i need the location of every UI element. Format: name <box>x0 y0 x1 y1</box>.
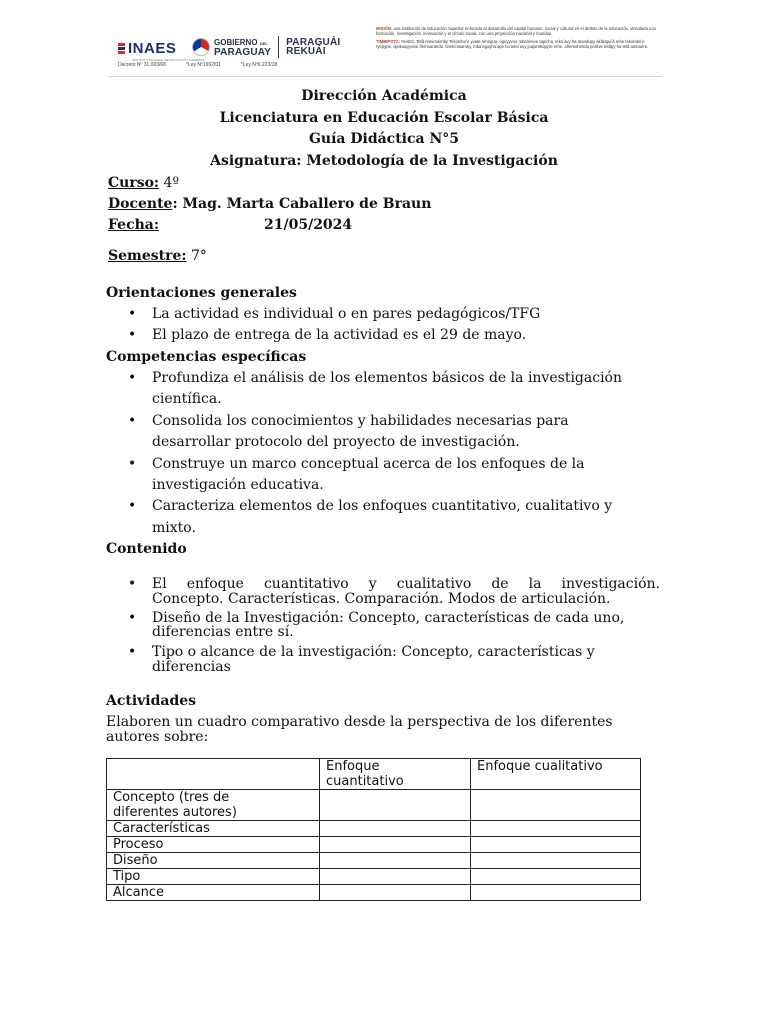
competencia-2-line-2: desarrollar protocolo del proyecto de investigación. <box>152 434 520 450</box>
timbipota-text: INAES, Tetã remimoimby Tekomboʼe yvate rehegua, oguyyvoo mbareteve tapicha, tekoʼavy ha arandupy akãrapuʼã rehe tekomboʼe ryepype, ojeikuapyvive ñemoarandu, tembiʼasaroky, mbaʼeguyhuʼape ha tekoʼavy joajurekopyre rehe, oñemohenda porãve tetãpy ha tetã ambuére. <box>376 39 649 49</box>
bullet-icon: • <box>128 576 137 592</box>
bullet-icon: • <box>128 327 137 343</box>
docente-value: : Mag. Marta Caballero de Braun <box>172 196 432 212</box>
gobierno-line1: GOBIERNO <box>214 37 258 47</box>
contenido-3-line-1: Tipo o alcance de la investigación: Concepto, características y <box>152 644 595 660</box>
competencia-2-line-1: Consolida los conocimientos y habilidades necesarias para <box>152 413 569 429</box>
actividades-title: Actividades <box>106 693 197 709</box>
table-row <box>107 869 641 885</box>
semestre-value: 7° <box>191 248 207 264</box>
table-cell: Concepto (tres de diferentes autores) <box>107 790 320 821</box>
gobierno-line2: PARAGUAY <box>214 46 272 58</box>
table-cell <box>320 869 471 885</box>
contenido-3-line-2: diferencias <box>152 659 231 675</box>
contenido-2-line-2: diferencias entre sí. <box>152 624 294 640</box>
table-cell: Características <box>107 821 320 837</box>
contenido-2-line-1: Diseño de la Investigación: Concepto, características de cada uno, <box>152 610 625 626</box>
table-cell <box>471 869 641 885</box>
inaes-subtitle: INSTITUTO NACIONAL DE EDUCACIÓN SUPERIOR <box>132 58 205 62</box>
letterhead <box>108 24 662 77</box>
docente-label: Docente <box>108 196 173 212</box>
bullet-icon: • <box>128 644 137 660</box>
table-row <box>107 790 641 821</box>
competencia-4-line-1: Caracteriza elementos de los enfoques cuantitativo, cualitativo y <box>152 498 613 514</box>
gobierno-emblem-icon <box>192 38 210 56</box>
competencia-1-line-1: Profundiza el análisis de los elementos básicos de la investigación <box>152 370 622 386</box>
table-row <box>107 837 641 853</box>
docente-row <box>108 196 431 212</box>
bullet-icon: • <box>128 306 137 322</box>
mision-box <box>376 26 660 52</box>
competencias-title: Competencias específicas <box>106 349 307 365</box>
table-cell <box>320 885 471 901</box>
actividades-instruction-line-1: Elaboren un cuadro comparativo desde la perspectiva de los diferentes <box>106 714 613 730</box>
table-cell <box>320 853 471 869</box>
bullet-icon: • <box>128 456 137 472</box>
competencia-1-line-2: científica. <box>152 391 222 407</box>
table-row <box>107 885 641 901</box>
inaes-flag-icon <box>118 43 125 54</box>
bullet-icon: • <box>128 370 137 386</box>
table-cell: Tipo <box>107 869 320 885</box>
bullet-icon: • <box>128 413 137 429</box>
comparison-table <box>106 758 641 901</box>
logo-divider <box>278 36 279 58</box>
header-line-1: Dirección Académica <box>301 88 467 104</box>
orientacion-item-1: La actividad es individual o en pares pedagógicos/TFG <box>152 306 541 322</box>
paraguai-line1: PARAGUÁI <box>286 37 341 48</box>
competencia-4-line-2: mixto. <box>152 520 196 536</box>
table-row <box>107 821 641 837</box>
ley2-text: *Ley Nº6.223/18 <box>240 62 278 68</box>
decree-line <box>118 62 277 68</box>
contenido-title: Contenido <box>106 541 187 557</box>
paraguai-line2: REKUÁI <box>286 46 326 57</box>
mision-text: una institución de Educación Superior enfocada al desarrollo del capital humano, social y cultural en el ámbito de la educación, vinculada a la formación, investigación, innovación y el círculo social, con una proyección nacional y mundial. <box>376 26 656 36</box>
competencia-3-line-1: Construye un marco conceptual acerca de los enfoques de la <box>152 456 585 472</box>
competencia-3-line-2: investigación educativa. <box>152 477 324 493</box>
table-header-cell: Enfoque cualitativo <box>471 759 641 790</box>
table-cell <box>471 821 641 837</box>
fecha-value: 21/05/2024 <box>264 217 353 233</box>
table-cell <box>320 821 471 837</box>
ley1-text: *Ley Nº1692/01 <box>185 62 221 68</box>
table-cell <box>471 853 641 869</box>
header-line-4: Asignatura: Metodología de la Investigación <box>210 153 558 169</box>
mision-label: MISIÓN: <box>376 26 393 31</box>
timbipota-label: TIMBIPOTA: <box>376 39 401 44</box>
orientaciones-title: Orientaciones generales <box>106 285 297 301</box>
bullet-icon: • <box>128 498 137 514</box>
table-cell <box>320 837 471 853</box>
curso-value: 4º <box>163 175 180 191</box>
semestre-label: Semestre: <box>108 248 187 264</box>
inaes-logo <box>118 40 176 57</box>
header-line-2: Licenciatura en Educación Escolar Básica <box>219 110 549 126</box>
contenido-1-line-1: El enfoque cuantitativo y cualitativo de la investigación. <box>152 576 660 592</box>
table-cell: Diseño <box>107 853 320 869</box>
bullet-icon: • <box>128 610 137 626</box>
table-header-cell: Enfoque cuantitativo <box>320 759 471 790</box>
actividades-instruction-line-2: autores sobre: <box>106 729 209 745</box>
table-cell <box>471 790 641 821</box>
table-cell: Alcance <box>107 885 320 901</box>
table-header-row <box>107 759 641 790</box>
table-cell <box>471 885 641 901</box>
contenido-1-line-2: Concepto. Características. Comparación. Modos de articulación. <box>152 591 611 607</box>
curso-label: Curso: <box>108 175 160 191</box>
fecha-label: Fecha: <box>108 217 160 233</box>
table-row <box>107 853 641 869</box>
gobierno-line1-small: DEL <box>259 40 268 46</box>
inaes-logo-text: INAES <box>128 40 177 57</box>
curso-row <box>108 175 179 191</box>
orientacion-item-2: El plazo de entrega de la actividad es el 29 de mayo. <box>152 327 527 343</box>
table-header-cell <box>107 759 320 790</box>
table-cell <box>471 837 641 853</box>
decreto-text: Decreto Nº 31.003/68 <box>118 62 166 68</box>
semestre-row <box>108 248 207 264</box>
table-cell <box>320 790 471 821</box>
gobierno-logo <box>192 36 340 58</box>
header-line-3: Guía Didáctica N°5 <box>308 131 460 147</box>
table-cell: Proceso <box>107 837 320 853</box>
